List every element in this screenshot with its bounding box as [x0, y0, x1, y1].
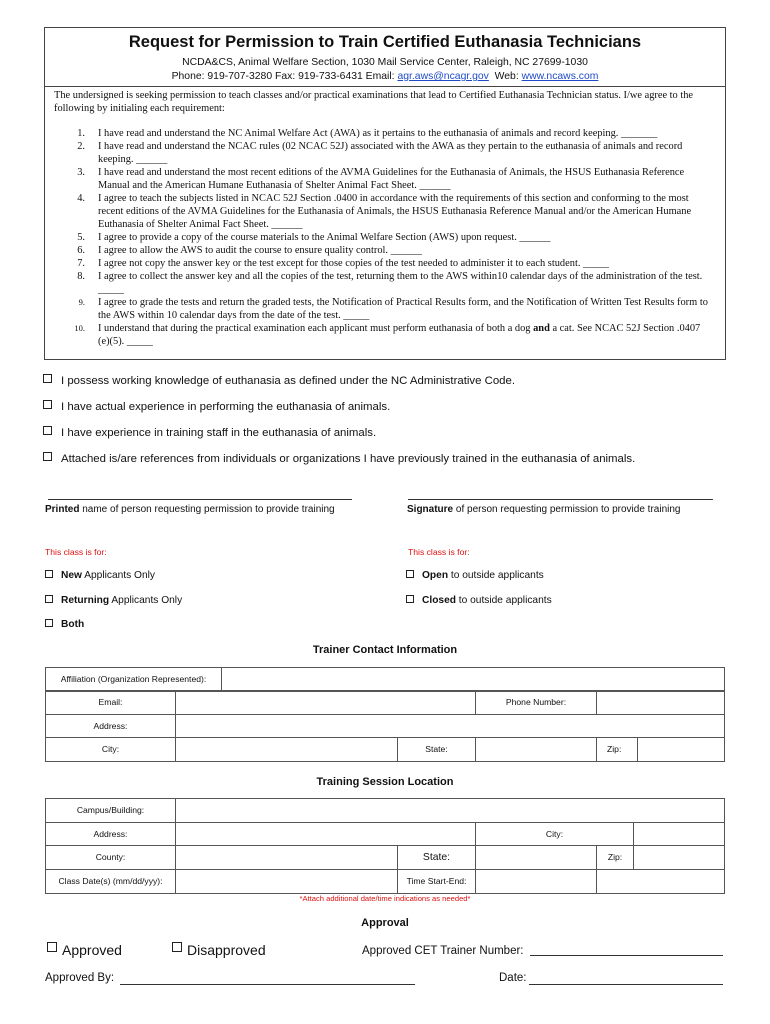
header-box — [44, 27, 726, 360]
printed-name-caption: Printed name of person requesting permission to provide training — [45, 504, 335, 515]
time-input[interactable] — [476, 870, 597, 894]
trainer-contact-table — [45, 667, 725, 692]
requirement-item: 10. I understand that during the practical examination each applicant must perform euthanasia of both a dog and a cat. See NCAC 52J Section .0407 (e)(5). _____ — [74, 323, 701, 347]
web-link[interactable]: www.ncaws.com — [521, 71, 599, 82]
state-label: State: — [398, 738, 476, 762]
checkbox[interactable] — [45, 595, 53, 603]
trainer-contact-table-3 — [45, 737, 725, 762]
session-city-input[interactable] — [634, 823, 725, 846]
email-label: Email: — [46, 691, 176, 715]
time-label: Time Start-End: — [398, 870, 476, 894]
attach-note: *Attach additional date/time indications as needed* — [299, 894, 471, 903]
option-open[interactable]: Open to outside applicants — [406, 570, 544, 581]
address-label: Address: — [46, 715, 176, 738]
disapproved-option[interactable]: Disapproved — [172, 942, 266, 958]
affiliation-input[interactable] — [222, 668, 725, 692]
checkbox[interactable] — [45, 619, 53, 627]
session-table — [45, 798, 725, 894]
signature-line[interactable] — [408, 499, 713, 500]
checkbox[interactable] — [406, 570, 414, 578]
trainer-number-label: Approved CET Trainer Number: — [362, 945, 524, 957]
session-state-input[interactable] — [476, 846, 597, 870]
checkbox[interactable] — [406, 595, 414, 603]
city-input[interactable] — [176, 738, 398, 762]
zip-input[interactable] — [638, 738, 725, 762]
printed-name-line[interactable] — [48, 499, 352, 500]
option-both[interactable]: Both — [45, 619, 84, 630]
option-new-applicants[interactable]: New Applicants Only — [45, 570, 155, 581]
checkbox[interactable] — [43, 374, 52, 383]
requirement-item: 6. I agree to allow the AWS to audit the course to ensure quality control. ______ — [77, 245, 422, 256]
approval-title: Approval — [361, 917, 409, 929]
requirement-item: 3. I have read and understand the most recent editions of the AVMA Guidelines for the Euthanasia of Animals, the HSUS Euthanasia Reference Manual and the American Humane Euthanasia of Shelter Animal Fact Sheet. ______ — [77, 167, 685, 191]
trainer-contact-table-2 — [45, 690, 725, 738]
requirement-item: 2. I have read and understand the NCAC rules (02 NCAC 52J) associated with the AWA as they pertain to the euthanasia of animals and record keeping. ______ — [77, 141, 683, 165]
approved-by-line[interactable] — [120, 984, 415, 985]
checkbox[interactable] — [45, 570, 53, 578]
address-line: NCDA&CS, Animal Welfare Section, 1030 Mail Service Center, Raleigh, NC 27699-1030 — [182, 57, 588, 68]
class-for-label-right: This class is for: — [408, 547, 470, 557]
address-input[interactable] — [176, 715, 725, 738]
header-divider — [45, 86, 725, 87]
class-dates-input[interactable] — [176, 870, 398, 894]
session-address-label: Address: — [46, 823, 176, 846]
checkbox[interactable] — [43, 452, 52, 461]
signature-caption: Signature of person requesting permission to provide training — [407, 504, 681, 515]
checkbox[interactable] — [47, 942, 57, 952]
session-state-label: State: — [398, 846, 476, 870]
phone-input[interactable] — [597, 691, 725, 715]
state-input[interactable] — [476, 738, 597, 762]
affiliation-label: Affiliation (Organization Represented): — [46, 668, 222, 692]
check-training[interactable]: I have experience in training staff in the euthanasia of animals. — [43, 427, 376, 439]
session-section-title: Training Session Location — [316, 776, 454, 788]
trainer-number-line[interactable] — [530, 955, 723, 956]
check-references[interactable]: Attached is/are references from individuals or organizations I have previously trained in the euthanasia of animals. — [43, 453, 635, 465]
checkbox[interactable] — [172, 942, 182, 952]
date-line[interactable] — [529, 984, 723, 985]
option-returning-applicants[interactable]: Returning Applicants Only — [45, 595, 182, 606]
session-city-label: City: — [476, 823, 634, 846]
session-zip-label: Zip: — [597, 846, 634, 870]
option-closed[interactable]: Closed to outside applicants — [406, 595, 552, 606]
requirement-item: 4. I agree to teach the subjects listed in NCAC 52J Section .0400 in accordance with the requirements of this section and conforming to the most recent editions of the AVMA Guidelines for the Euthanasia of Animals, the HSUS Euthanasia Reference Manual and/or the American Humane Euthanasia of Shelter Animal Fact Sheet. ______ — [77, 193, 692, 230]
requirement-item: 8. I agree to collect the answer key and all the copies of the test, returning them to the AWS within10 calendar days of the administration of the test. _____ — [77, 271, 703, 295]
class-dates-label: Class Date(s) (mm/dd/yyy): — [46, 870, 176, 894]
check-experience[interactable]: I have actual experience in performing the euthanasia of animals. — [43, 401, 390, 413]
county-input[interactable] — [176, 846, 398, 870]
checkbox[interactable] — [43, 400, 52, 409]
requirement-item: 1. I have read and understand the NC Animal Welfare Act (AWA) as it pertains to the euthanasia of animals and record keeping. _______ — [77, 128, 658, 139]
session-address-input[interactable] — [176, 823, 476, 846]
email-link[interactable]: agr.aws@ncagr.gov — [397, 71, 489, 82]
city-label: City: — [46, 738, 176, 762]
session-zip-input[interactable] — [634, 846, 725, 870]
zip-label: Zip: — [597, 738, 638, 762]
check-knowledge[interactable]: I possess working knowledge of euthanasia as defined under the NC Administrative Code. — [43, 375, 515, 387]
approved-option[interactable]: Approved — [47, 942, 122, 958]
requirement-item: 9. I agree to grade the tests and return the graded tests, the Notification of Practical Results form, and the Notification of Written Test Results form to the AWS within 10 calendar days from the date of the test. _____ — [78, 297, 708, 321]
contact-line — [45, 71, 725, 82]
date-label: Date: — [499, 972, 527, 984]
email-input[interactable] — [176, 691, 476, 715]
intro-text: The undersigned is seeking permission to teach classes and/or practical examinations that lead to Certified Euthanasia Technician status. I/we agree to the following by initialing each requirement: — [54, 90, 694, 114]
requirement-item: 5. I agree to provide a copy of the course materials to the Animal Welfare Section (AWS) upon request. ______ — [77, 232, 551, 243]
campus-input[interactable] — [176, 799, 725, 823]
requirements-list — [45, 127, 711, 348]
checkbox[interactable] — [43, 426, 52, 435]
web-prefix: Web: — [488, 71, 522, 82]
county-label: County: — [46, 846, 176, 870]
class-for-label: This class is for: — [45, 547, 107, 557]
campus-label: Campus/Building: — [46, 799, 176, 823]
requirement-item: 7. I agree not copy the answer key or the test except for those copies of the test needed to administer it to each student. _____ — [77, 258, 609, 269]
trainer-section-title: Trainer Contact Information — [312, 644, 458, 656]
form-title: Request for Permission to Train Certified Euthanasia Technicians — [128, 33, 642, 51]
approved-by-label: Approved By: — [45, 972, 115, 984]
time-extra-input[interactable] — [597, 870, 725, 894]
contact-prefix: Phone: 919-707-3280 Fax: 919-733-6431 Email: — [171, 71, 398, 82]
phone-label: Phone Number: — [476, 691, 597, 715]
